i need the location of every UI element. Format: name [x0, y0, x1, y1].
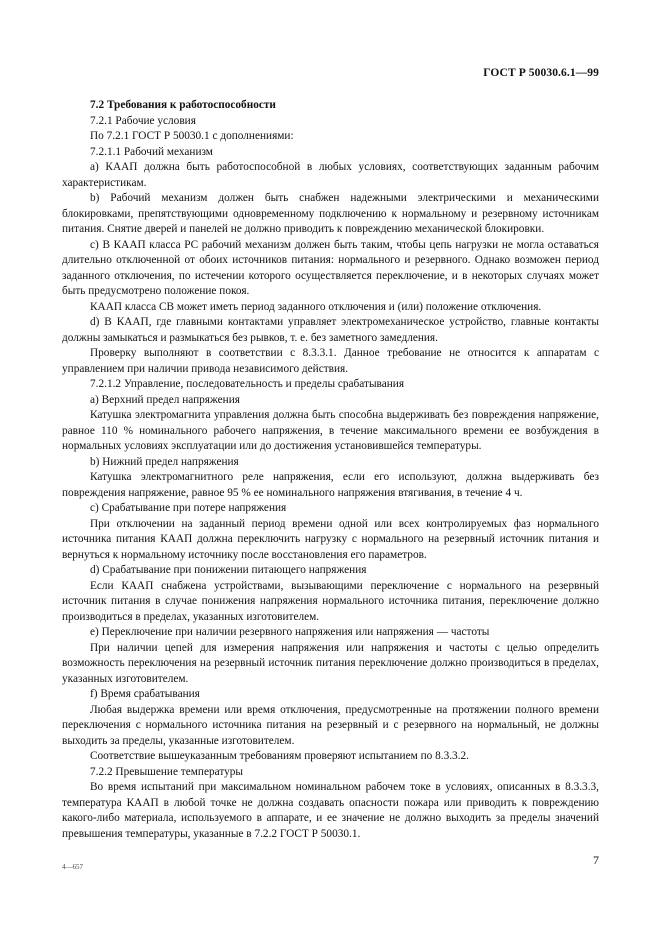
paragraph: 7.2.1 Рабочие условия [90, 114, 196, 127]
paragraph: 7.2.1.2 Управление, последовательность и пределы срабатывания [90, 378, 405, 390]
paragraph: b) Рабочий механизм должен быть снабжен надежными электрическими и механическими блокировками, препятствующими одновременному подключению к нормальному и резервному источникам питания. Снятие дверей и панелей не должно приводить к повреждению механической блокировки. [62, 192, 599, 235]
paragraph: d) Срабатывание при понижении питающего напряжения [90, 564, 367, 576]
paragraph: Соответствие вышеуказанным требованиям проверяют испытанием по 8.3.3.2. [90, 750, 469, 762]
paragraph: e) Переключение при наличии резервного напряжения или напряжения — частоты [90, 626, 490, 638]
paragraph: d) В КААП, где главными контактами управляет электромеханическое устройство, главные контакты должны замыкаться и размыкаться без рывков, т. е. без заметного замедления. [62, 316, 599, 344]
paragraph: a) Верхний предел напряжения [90, 393, 240, 406]
paragraph: f) Время срабатывания [90, 688, 200, 700]
paragraph: Проверку выполняют в соответствии с 8.3.3.1. Данное требование не относится к аппаратам с управлением при наличии привода независимого действия. [62, 347, 599, 375]
paragraph: c) Срабатывание при потере напряжения [90, 502, 287, 514]
paragraph: Любая выдержка времени или время отключения, предусмотренные на протяжении полного времени переключения с нормального источника питания на резервный и с резервного на нормальный, не должны выходить за пределы, указанные изготовителем. [62, 703, 599, 747]
section-heading: 7.2 Требования к работоспособности [90, 99, 276, 111]
paragraph: 7.2.1.1 Рабочий механизм [90, 145, 213, 158]
paragraph: b) Нижний предел напряжения [90, 455, 239, 468]
paragraph: Катушка электромагнитного реле напряжения, если его используют, должна выдерживать без повреждения напряжение, равное 95 % ее номинального напряжения втягивания, в течение 4 ч. [62, 471, 599, 499]
paragraph: По 7.2.1 ГОСТ Р 50030.1 с дополнениями: [90, 130, 294, 142]
document-header: ГОСТ Р 50030.6.1—99 [483, 67, 599, 79]
paragraph: 7.2.2 Превышение температуры [90, 765, 244, 778]
paragraph: Во время испытаний при максимальном номинальном рабочем токе в условиях, описанных в 8.3.3.3, температура КААП в любой точке не должна создавать опасности пожара или приводить к повреждению какого-либо материала, используемого в аппарате, и ее значение не должно выходить за пределы значений превышения температуры, указанные в 7.2.2 ГОСТ Р 50030.1. [62, 781, 599, 840]
paragraph: При наличии цепей для измерения напряжения или напряжения и частоты с целью определить возможность переключения на резервный источник питания переключение должно производиться в пределах, указанных изготовителем. [62, 641, 599, 685]
paragraph: КААП класса СВ может иметь период заданного отключения и (или) положение отключения. [90, 300, 542, 313]
print-mark: 4—657 [62, 863, 83, 871]
document-body [62, 98, 599, 842]
paragraph: c) В КААП класса PC рабочий механизм должен быть таким, чтобы цепь нагрузки не могла оставаться длительно отключенной от обоих источников питания: нормального и резервного. Однако возможен период заданного отключения, по истечении которого осуществляется переключение, и в некоторых случаях может быть предусмотрено положение покоя. [62, 238, 599, 297]
page-number: 7 [593, 853, 599, 867]
paragraph: Катушка электромагнита управления должна быть способна выдерживать без повреждения напряжение, равное 110 % номинального рабочего напряжения, в течение максимального времени ее возбуждения в нормальных условиях эксплуатации или до достижения установившейся температуры. [62, 409, 599, 452]
paragraph: a) КААП должна быть работоспособной в любых условиях, соответствующих заданным рабочим характеристикам. [62, 161, 599, 189]
paragraph: При отключении на заданный период времени одной или всех контролируемых фаз нормального источника питания КААП должна переключить нагрузку с нормального на резервный источник питания и вернуться к нормальному источнику после восстановления его параметров. [62, 517, 599, 561]
paragraph: Если КААП снабжена устройствами, вызывающими переключение с нормального на резервный источник питания в случае понижения напряжения нормального источника питания, переключение должно производиться в пределах, указанных изготовителем. [62, 579, 599, 623]
